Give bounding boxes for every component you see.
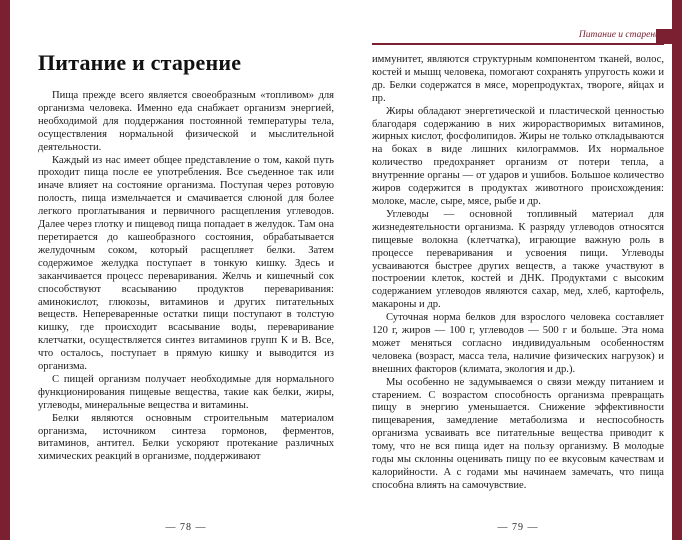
paragraph: Жиры обладают энергетической и пластической ценностью благодаря содержанию в них жирорастворимых витаминов, жирных кислот, фосфолипидов. Жиры не только откладываются на боках в виде лишних килограммов. Их нормальное количество предохраняет организм от потери тепла, а внутренние органы — от ударов и ушибов. Большое количество жиров содержится в продуктах животного происхождения: молоке, масле, сыре, мясе, рыбе и др. bbox=[372, 105, 664, 207]
paragraph: Белки являются основным строительным материалом организма, источником синтеза гормонов, ферментов, витаминов, антител. Белки ускоряют протекание различных химических реакций в организме, поддерживают bbox=[38, 412, 334, 463]
paragraph: иммунитет, являются структурным компонентом тканей, волос, костей и мышц человека, помогают сохранять упругость кожи и др. Белки содержатся в мясе, морепродуктах, твороге, яйцах и пр. bbox=[372, 54, 664, 104]
cover-edge-right bbox=[672, 0, 682, 540]
cover-edge-left bbox=[0, 0, 10, 540]
running-header-rule bbox=[372, 43, 664, 45]
page-left bbox=[38, 0, 334, 540]
page-number-left: — 78 — bbox=[165, 522, 207, 533]
page-right bbox=[372, 0, 664, 540]
running-header: Питание и старение bbox=[578, 30, 664, 40]
paragraph: Каждый из нас имеет общее представление о том, какой путь проходит пища после ее употребления. Все съеденное так или иначе влияет на состояние организма. Поступая через ротовую полость, пища измельчается и смачивается слюной для более легкого проглатывания и первичного расщепления углеводов. Далее через глотку и пищевод пища попадает в желудок. Там она перетирается до кашеобразного состояния, обрабатывается желудочным соком, который расщепляет белки. Затем содержимое желудка поступает в тонкую кишку. Здесь и заканчивается процесс переваривания. Желчь и кишечный сок способствуют всасыванию продуктов переваривания: аминокислот, глюкозы, витаминов и других питательных веществ. Непереваренные остатки пищи поступают в толстую кишку, где происходит всасывание воды, переваривание клетчатки, осуществляется синтез витаминов групп К и В. Все, что осталось, поступает в прямую кишку и выводится из организма. bbox=[38, 154, 334, 373]
paragraph: С пищей организм получает необходимые для нормального функционирования пищевые вещества, такие как белки, жиры, углеводы, минеральные вещества и витамины. bbox=[38, 373, 334, 411]
paragraph: Пища прежде всего является своеобразным «топливом» для организма человека. Именно еда снабжает организм энергией, необходимой для поддержания постоянной температуры тела, осуществления нормальной физической и мыслительной деятельности. bbox=[38, 90, 334, 153]
page-number-right: — 79 — bbox=[497, 522, 539, 533]
paragraph: Мы особенно не задумываемся о связи между питанием и старением. С возрастом способность организма превращать пищу в энергию уменьшается. Снижение эффективности пищеварения, замедление метаболизма и неспособность организма усваивать все питательные вещества приводит к тому, что не вся пища идет на пользу организму. В молодые годы мы склонны оценивать пищу по ее вкусовым качествам и калорийности. А с годами мы начинаем замечать, что пища способна влиять на самочувствие. bbox=[372, 376, 664, 491]
paragraph: Углеводы — основной топливный материал для жизнедеятельности организма. К разряду углеводов относятся пищевые волокна (клетчатка), играющие важную роль в процессе переваривания и усвоения пищи. Углеводы усваиваются быстрее других веществ, а также участвуют в построении клеток, костей и ДНК. Продуктами с высоким содержанием углеводов являются сахар, мед, хлеб, картофель, макароны и др. bbox=[372, 208, 664, 311]
chapter-title: Питание и старение bbox=[38, 50, 242, 75]
paragraph: Суточная норма белков для взрослого человека составляет 120 г, жиров — 100 г, углеводов — 500 г и больше. Эта нома может меняться согласно индивидуальным особенностям человека (возраст, масса тела, наличие физических нагрузок) и внешних факторов (климата, экология и др.). bbox=[372, 312, 664, 375]
